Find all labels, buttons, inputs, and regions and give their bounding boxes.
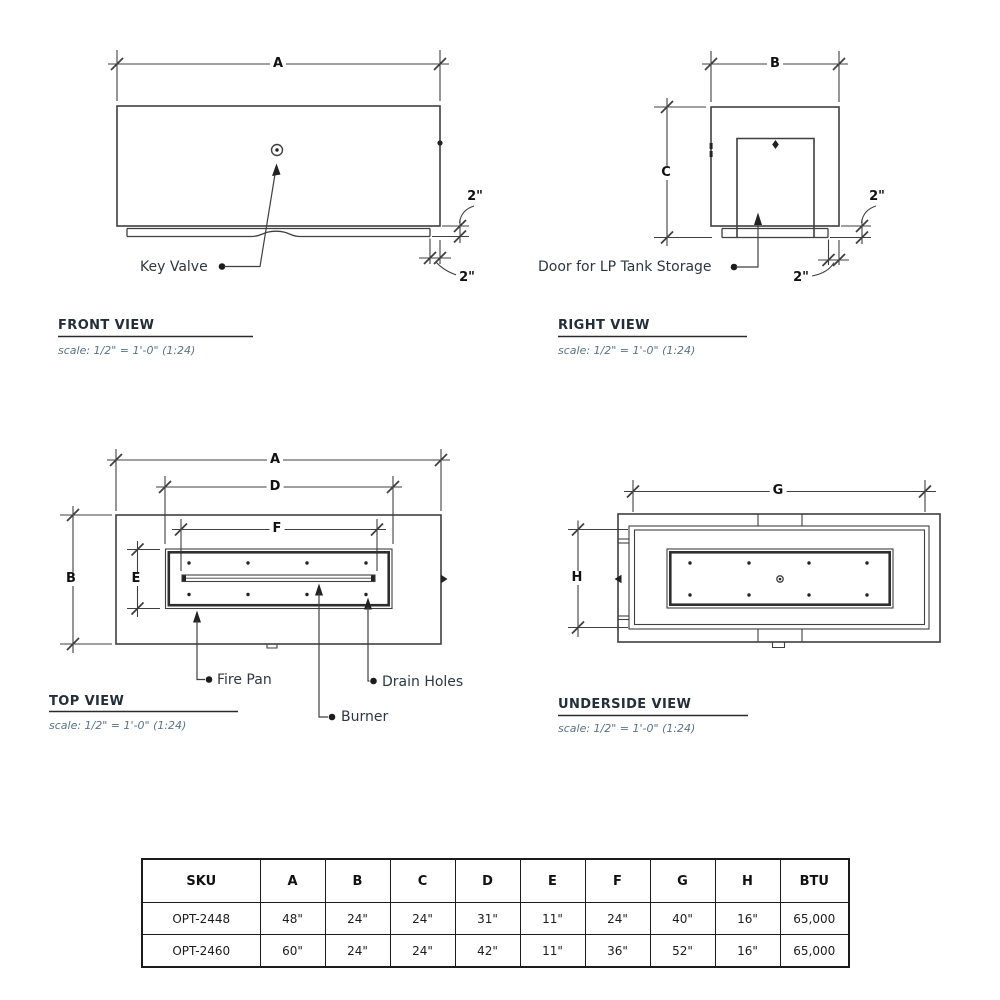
- right-cabinet-outline: [711, 107, 839, 226]
- table-header-row: [142, 859, 849, 903]
- underside-inner-frame: [629, 526, 929, 629]
- lp-door-callout: Door for LP Tank Storage: [538, 259, 712, 275]
- col-header-a: A: [260, 859, 325, 903]
- fire-pan-leader: [193, 611, 212, 683]
- right-view-scale: scale: 1/2" = 1'-0" (1:24): [558, 344, 696, 357]
- cell-h: 16": [715, 903, 780, 935]
- right-dim-2in-plinth-height: [830, 206, 876, 244]
- front-view-scale: scale: 1/2" = 1'-0" (1:24): [58, 344, 196, 357]
- col-header-d: D: [455, 859, 520, 903]
- underside-view-drawing: [558, 480, 940, 716]
- top-dim-label-b: B: [63, 572, 79, 586]
- cell-f: 24": [585, 903, 650, 935]
- underside-mounting-tabs: [618, 514, 802, 648]
- cell-h: 16": [715, 935, 780, 968]
- right-dim-label-2in-bottom: 2": [790, 271, 812, 285]
- front-dim-label-2in-top: 2": [464, 190, 486, 204]
- drain-holes-callout: Drain Holes: [382, 674, 464, 690]
- top-view-title: TOP VIEW: [49, 694, 125, 709]
- front-dim-label-2in-bottom: 2": [456, 271, 478, 285]
- right-dim-2in-plinth-inset: [812, 240, 849, 277]
- right-dim-label-c: C: [658, 166, 674, 180]
- door-handle: [772, 140, 779, 149]
- top-right-edge-marker: [441, 575, 448, 583]
- right-dim-label-b: B: [767, 57, 783, 71]
- front-dim-label-a: A: [270, 57, 286, 71]
- cell-f: 36": [585, 935, 650, 968]
- underside-dim-label-h: H: [569, 571, 586, 585]
- underside-inner-frame-2: [635, 530, 925, 625]
- burner-callout: Burner: [341, 709, 389, 725]
- cell-a: 60": [260, 935, 325, 968]
- cell-d: 42": [455, 935, 520, 968]
- front-view-title: FRONT VIEW: [58, 318, 155, 333]
- door-hinge-mark-top: [710, 143, 713, 149]
- underside-view-scale: scale: 1/2" = 1'-0" (1:24): [558, 722, 696, 735]
- col-header-g: G: [650, 859, 715, 903]
- door-hinge-mark-bottom: [710, 151, 713, 157]
- table-row: [142, 903, 849, 935]
- col-header-e: E: [520, 859, 585, 903]
- top-dim-label-f: F: [270, 522, 285, 536]
- front-igniter-dot: [437, 140, 442, 145]
- col-header-c: C: [390, 859, 455, 903]
- spec-table: [141, 858, 850, 968]
- right-view-drawing: [558, 51, 876, 337]
- cell-d: 31": [455, 903, 520, 935]
- front-plinth-outline: [127, 229, 430, 237]
- right-plinth-outline: [722, 229, 828, 238]
- cell-c: 24": [390, 935, 455, 968]
- right-dim-label-2in-top: 2": [866, 190, 888, 204]
- cell-sku: OPT-2460: [142, 935, 260, 968]
- table-row: [142, 935, 849, 968]
- lp-tank-door-outline: [737, 139, 814, 238]
- fire-pan-outer: [166, 549, 393, 609]
- front-cabinet-outline: [117, 106, 440, 226]
- col-header-h: H: [715, 859, 780, 903]
- key-valve-callout: Key Valve: [140, 259, 208, 275]
- cell-a: 48": [260, 903, 325, 935]
- cell-g: 40": [650, 903, 715, 935]
- right-door-leader: [731, 213, 762, 271]
- front-dim-2in-plinth-inset: [419, 239, 460, 277]
- col-header-f: F: [585, 859, 650, 903]
- cell-e: 11": [520, 935, 585, 968]
- fire-pan-callout: Fire Pan: [217, 672, 272, 688]
- col-header-b: B: [325, 859, 390, 903]
- top-dim-label-d: D: [267, 480, 284, 494]
- top-drain-hole-dots: [187, 561, 367, 596]
- underside-view-title: UNDERSIDE VIEW: [558, 697, 692, 712]
- front-dim-2in-plinth-height: [432, 206, 474, 243]
- cell-btu: 65,000: [780, 935, 849, 968]
- top-dim-label-e: E: [129, 572, 144, 586]
- cell-b: 24": [325, 903, 390, 935]
- fire-pan-rim: [169, 552, 389, 605]
- front-view-drawing: [58, 50, 474, 337]
- cell-btu: 65,000: [780, 903, 849, 935]
- underside-drain-hole-dots: [688, 561, 868, 596]
- cell-e: 11": [520, 903, 585, 935]
- burner-slot: [182, 575, 375, 582]
- cell-c: 24": [390, 903, 455, 935]
- col-header-sku: SKU: [142, 859, 260, 903]
- col-header-btu: BTU: [780, 859, 849, 903]
- underside-outer-outline: [618, 514, 940, 642]
- cell-sku: OPT-2448: [142, 903, 260, 935]
- top-view-scale: scale: 1/2" = 1'-0" (1:24): [49, 719, 187, 732]
- drain-holes-leader: [364, 598, 377, 685]
- underside-dim-label-g: G: [770, 484, 787, 498]
- cell-b: 24": [325, 935, 390, 968]
- front-keyvalve-leader: [219, 164, 281, 270]
- right-view-title: RIGHT VIEW: [558, 318, 650, 333]
- cell-g: 52": [650, 935, 715, 968]
- top-dim-label-a: A: [267, 453, 283, 467]
